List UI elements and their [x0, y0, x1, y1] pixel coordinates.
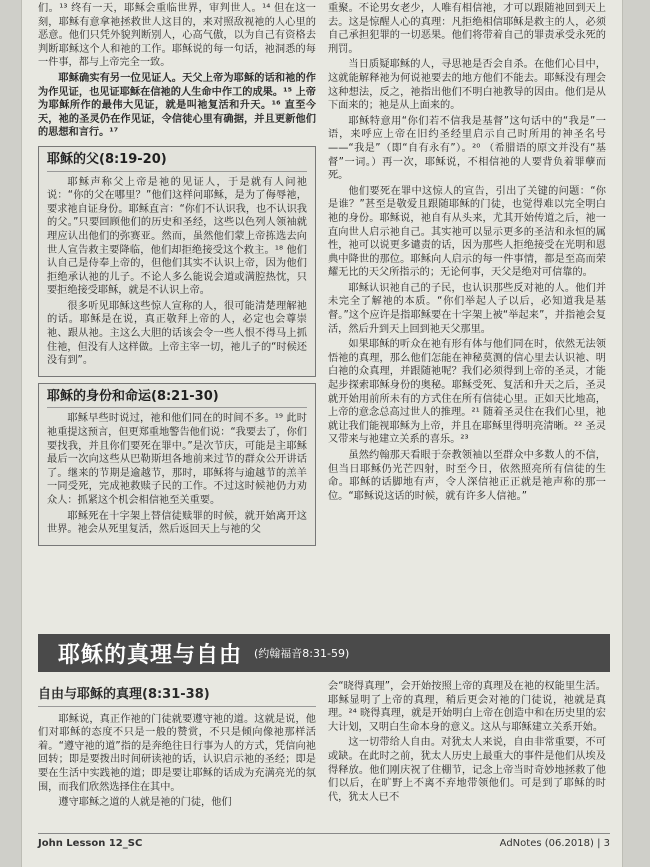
paragraph: 耶稣早些时说过，祂和他们同在的时间不多。¹⁹ 此时祂重提这预言，但更郑重地警告他们说：“我要去了，你们要找我，并且你们要死在罪中。”是次节庆，可能是主耶稣最后一次向这些从巴勒斯坦各地前来过节的群众公开讲话了。继来的节期是逾越节，那时，耶稣将与逾越节的羔羊一同受死，完成祂救赎子民的工作。不过这时候祂仍力劝众人：抓紧这个机会相信祂至关重要。	[47, 413, 307, 506]
page	[22, 0, 622, 867]
banner-title: 耶稣的真理与自由	[58, 641, 243, 668]
footer-right: AdNotes (06.2018) | 3	[499, 837, 610, 849]
paragraph: 这一切带给人自由。对犹太人来说，自由非常重要，不可或缺。在此时之前，犹太人历史上最重大的事件是他们从埃及得释放。他们刚庆祝了住棚节，记念上帝当时奇妙地拯救了他们以后，在旷野上不离不弃地带领他们。可是到了耶稣的时代，犹太人已不	[328, 737, 606, 803]
paragraph: 重聚。不论男女老少，人唯有相信祂，才可以跟随祂回到天上去。这是惊醒人心的真理：凡拒绝相信耶稣是救主的人，必须自己承担犯罪的一切恶果。他们将带着自己的罪责承受永死的刑罚。	[328, 3, 606, 55]
paragraph: 们。¹³ 终有一天，耶稣会重临世界，审判世人。¹⁴ 但在这一刻，耶稣有意拿祂拯救世人这目的，来对照敌视祂的人心里的恶意。他们只凭外貌判断别人，心高气傲，以为自己有资格去判断耶稣这个人和祂的工作。耶稣说的每一句话，祂洞悉的每一件事，都与上帝完全一致。	[38, 3, 316, 69]
paragraph: 遵守耶稣之道的人就是祂的门徒，他们	[58, 797, 232, 809]
paragraph: 耶稣确实有另一位见证人。天父上帝为耶稣的话和祂的作为作见证，也见证耶稣在信祂的人生命中作工的成果。¹⁵ 上帝为耶稣所作的最伟大见证，就是叫祂复活和升天。¹⁶ 直至今天，祂的圣灵仍在作见证，令信徒心里有确据，并且更新他们的思想和言行。¹⁷	[38, 72, 316, 139]
paragraph: 耶稣认识祂自己的子民，也认识那些反对祂的人。他们并未完全了解祂的本质。“你们举起人子以后，必知道我是基督。”这个应许是指耶稣要在十字架上被“举起来”，并指祂会复活，然后升到天上回到祂天父那里。	[328, 282, 606, 335]
left-column	[38, 2, 316, 550]
paragraph: 耶稣声称父上帝是祂的见证人，于是就有人问祂说：“你的父在哪里？”他们这样问耶稣，是为了侮辱祂，要求祂自证身份。耶稣直言：“你们不认识我，也不认识我的父。”只要回顾他们的历史和圣经，这些以色列人领袖就理应认出他们的弥赛亚。然而，虽然他们蒙上帝拣选去向世人宣告救主要降临，他们却拒绝接受这个救主。¹⁸ 他们认自己是侍奉上帝的，但他们其实不认识上帝，因为他们拒绝承认祂的儿子。不论人多么能说会道或满腔热忱，只要拒绝接受耶稣，就是不认识上帝。	[47, 176, 307, 297]
section-heading: 耶稣的身份和命运(8:21-30)	[47, 390, 307, 409]
footer-left: John Lesson 12_SC	[38, 837, 143, 849]
paragraph: 会“晓得真理”，会开始按照上帝的真理及在祂的权能里生活。耶稣显明了上帝的真理，稍后更会对祂的门徒说，祂就是真理。²⁴ 晓得真理，就是开始明白上帝在创造中和在历史里的宏大计划，又明白生命本身的意义。这从与耶稣建立关系开始。	[328, 681, 606, 733]
paragraph: 当日质疑耶稣的人，寻思祂是否会自杀。在他们心目中，这就能解释祂为何说祂要去的地方他们不能去。耶稣没有理会这种想法，反之，祂指出他们不明白祂教导的因由。他们是从下面来的；祂是从上面来的。	[328, 59, 606, 112]
section-heading: 自由与耶稣的真理(8:31-38)	[38, 688, 316, 707]
paragraph: 耶稣说，真正作祂的门徒就要遵守祂的道。这就是说，他们对耶稣的态度不只是一般的赞赏，不只是倾向像祂那样活着。“遵守祂的道”指的是奔绝往日行事为人的方式，凭信向祂回转；即是要拨出时间研读祂的话，认识启示祂的圣经；即是要在生活中实践祂的道；即是要让耶稣的话成为充满亮光的氛围，而我们欣然选择住在其中。	[38, 713, 316, 793]
section-heading: 耶稣的父(8:19-20)	[47, 153, 307, 172]
section-box-identity	[38, 383, 316, 546]
lower-left-column	[38, 680, 316, 812]
banner-subtitle: (约翰福音8:31-59)	[254, 647, 350, 660]
paragraph: 很多听见耶稣这些惊人宣称的人，很可能清楚理解祂的话。耶稣是在说，真正敬拜上帝的人，必定也会尊崇祂、跟从祂。主这么大胆的话该会令一些人恨不得马上抓住祂，但没有人这样做。上帝主宰一切，祂儿子的“时候还没有到”。	[47, 300, 307, 367]
page-footer	[38, 833, 610, 852]
lower-right-column	[328, 680, 606, 806]
right-column	[328, 2, 606, 505]
paragraph: 如果耶稣的听众在祂有形有体与他们同在时，依然无法领悟祂的真理，那么他们怎能在神秘莫测的信心里去认识祂、明白祂的众真理，并跟随祂呢？我们必须得到上帝的圣灵，才能起步探索耶稣身份的奥秘。耶稣受死、复活和升天之后，圣灵就开始用前所未有的方式住在所有信徒心里。正如天比地高，上帝的意念总高过世人的推理。²¹ 随着圣灵住在我们心里，祂就让我们能视耶稣为上帝，并且在耶稣里得明亮清晰。²² 圣灵又带来与祂建立关系的喜乐。²³	[328, 339, 606, 446]
section-box-father	[38, 146, 316, 377]
paragraph: 他们要死在罪中这惊人的宣告，引出了关键的问题：“你是谁？”甚至是敬爱且跟随耶稣的门徒，也觉得难以完全明白祂的身份。耶稣说，祂自有从头来，尤其开始传道之后，祂一直向世人启示祂自己。其实祂可以显示更多的圣洁和永恒的属性，祂可以说更多谴责的话，因为那些人拒绝接受在光明和恩典中降世的那位。耶稣向人启示的每一件事情，都是至高而荣耀无比的天父所指示的；无论何事，天父是绝对可信靠的。	[328, 185, 606, 279]
paragraph: 虽然约翰那天看眼于奈教领袖以至群众中多数人的不信，但当日耶稣仍光芒四射，时至今日，依然照亮所有信徒的生命。耶稣的话脚地有声，令人深信祂正正就是祂声称的那一位。“耶稣说这话的时候，就有许多人信祂。”	[328, 450, 606, 502]
paragraph: 耶稣特意用“你们若不信我是基督”这句话中的“我是”一语，来呼应上帝在旧约圣经里启示自己时所用的神圣名号——“我是”（即“自有永有”）。²⁰ （希腊语的原文并没有“基督”一词。）再一次，耶稣说，不相信祂的人要背负着罪孽而死。	[328, 115, 606, 182]
section-banner	[38, 634, 610, 672]
paragraph: 耶稣死在十字架上替信徒赎罪的时候，就开始离开这世界。祂会从死里复活，然后返回天上与祂的父	[47, 510, 307, 536]
